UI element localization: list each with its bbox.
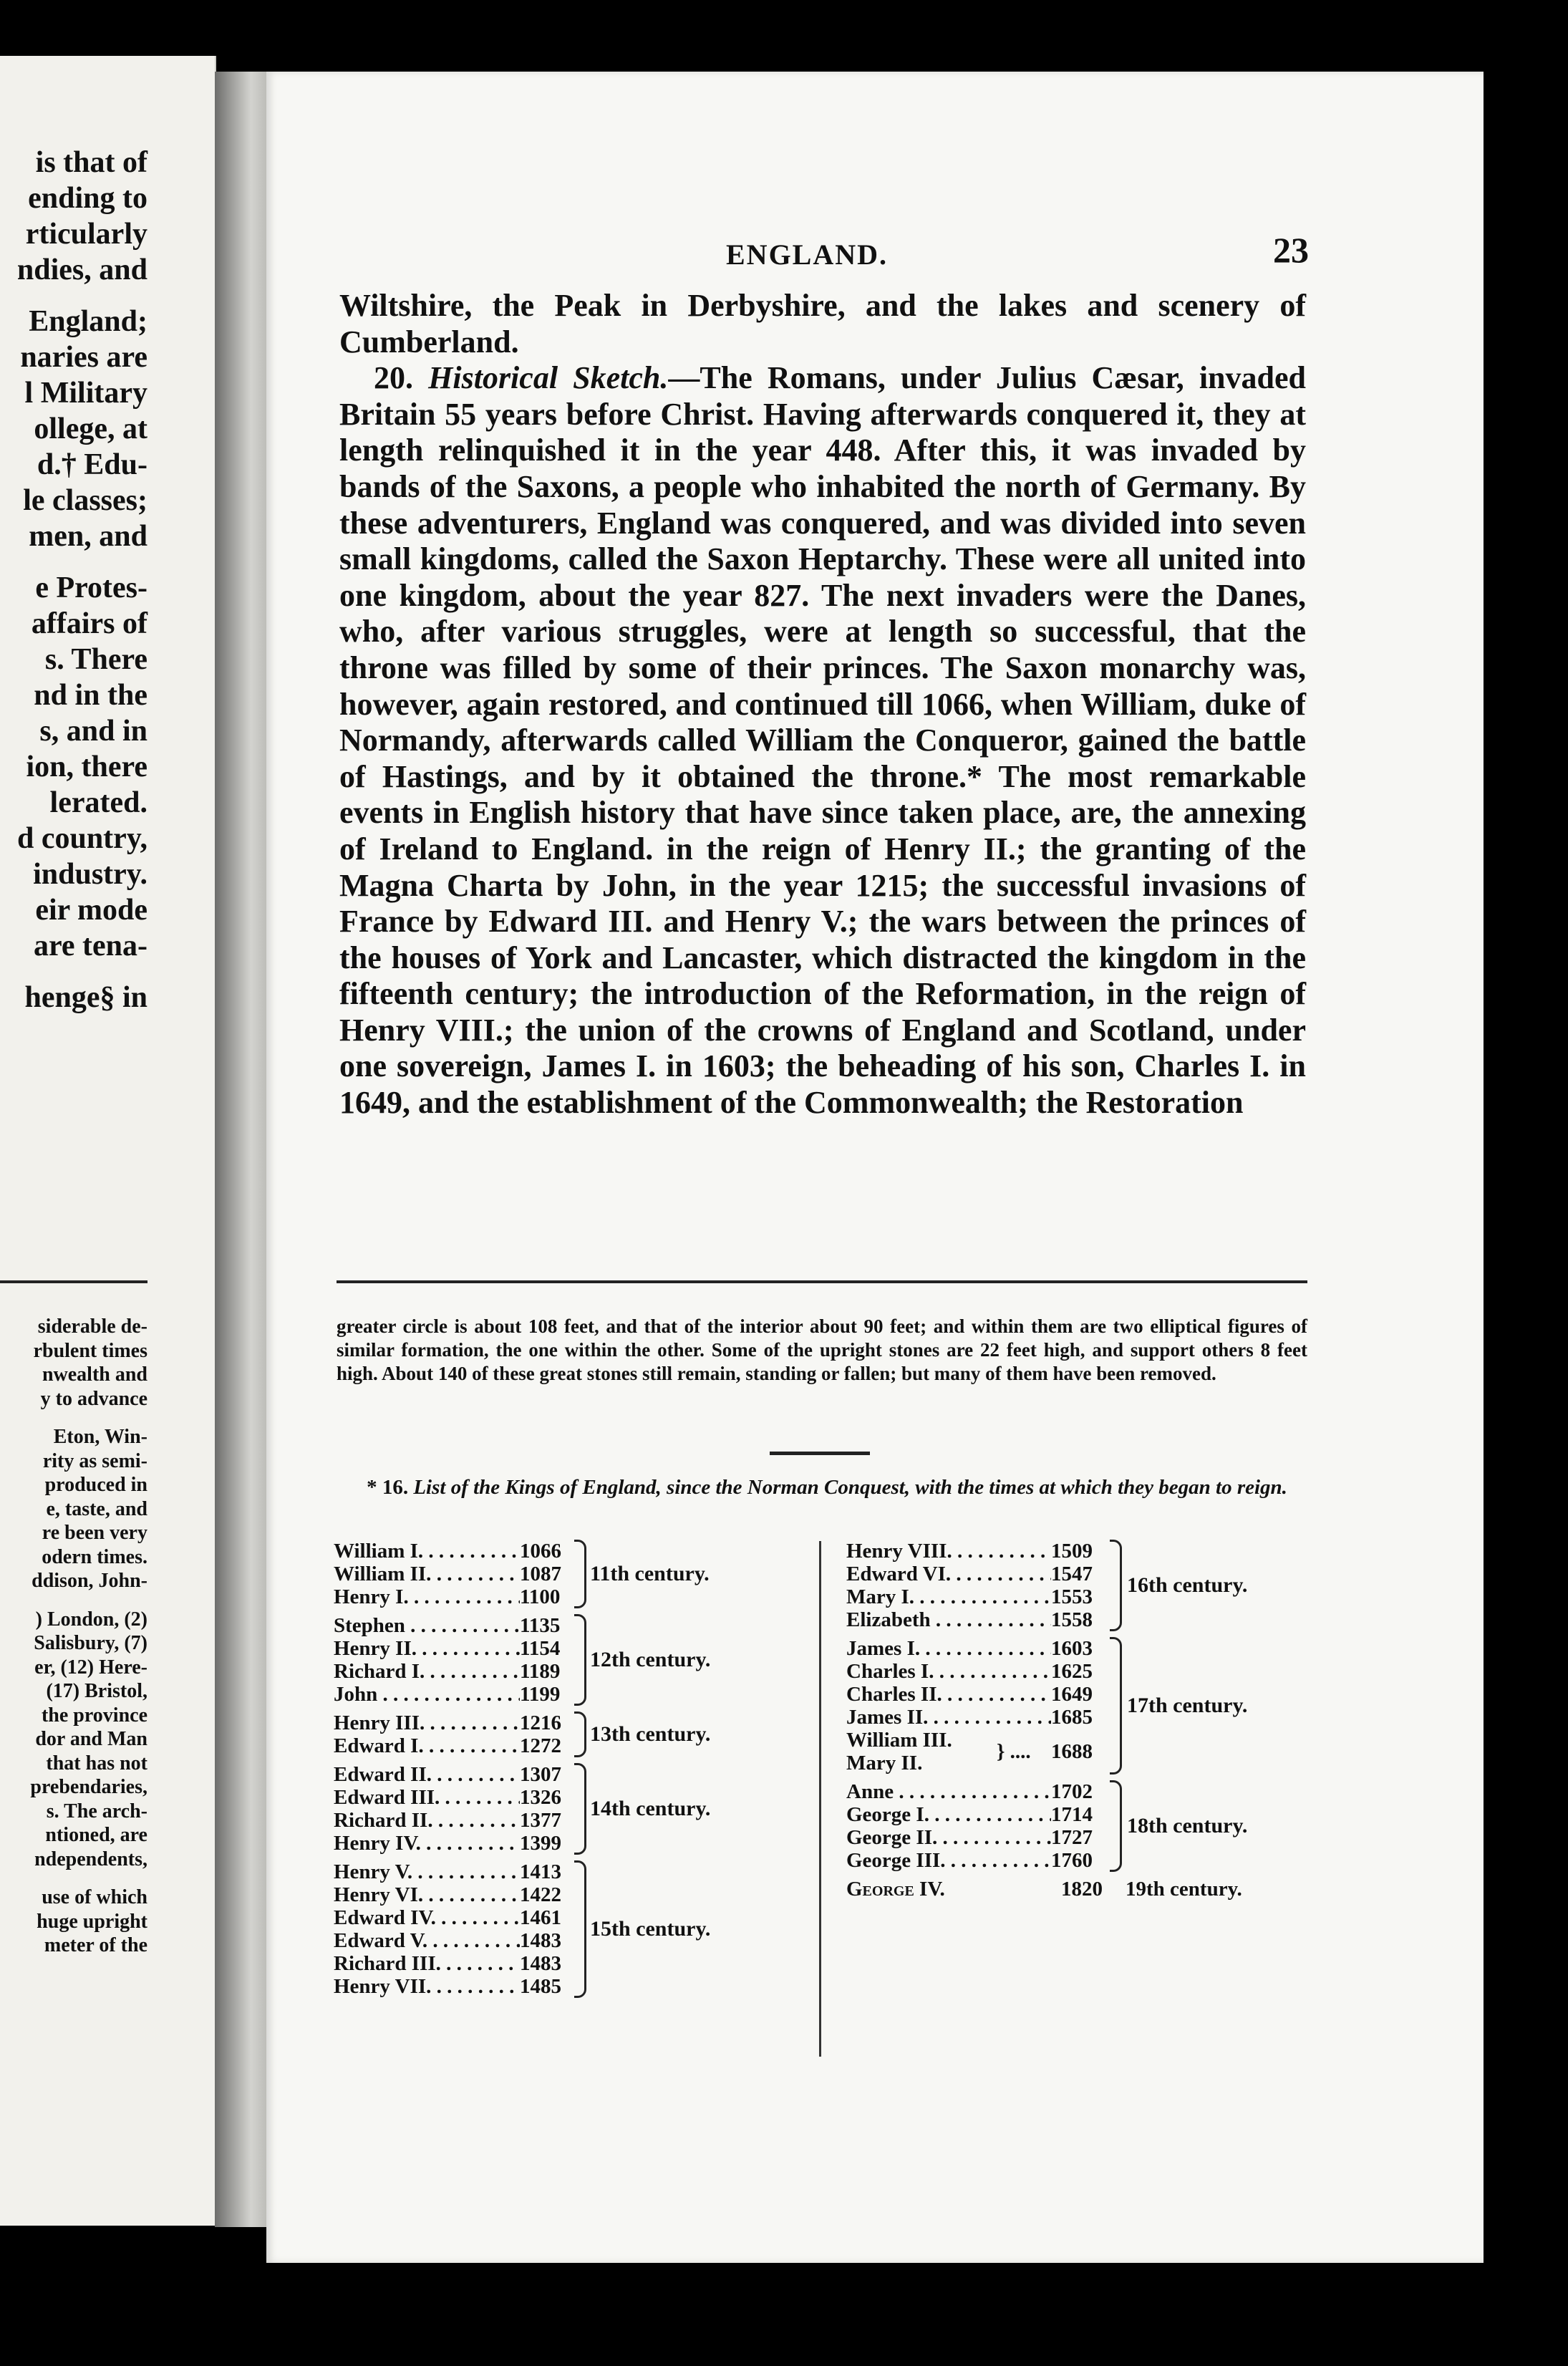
left-footnote-fragment: nwealth and [42, 1363, 147, 1386]
left-footnote-fragment: meter of the [44, 1934, 147, 1956]
century-brace [574, 1614, 586, 1706]
king-name: Henry VI. . . . [334, 1883, 520, 1906]
left-footnote-fragment: use of which [42, 1886, 147, 1908]
king-name: Henry IV. . . . [334, 1832, 520, 1855]
section-heading: Historical Sketch. [428, 360, 669, 396]
century-brace [574, 1711, 586, 1757]
king-year: 1154 [520, 1637, 561, 1660]
left-footnote-fragment: e, taste, and [46, 1497, 147, 1520]
century-brace [574, 1763, 586, 1855]
king-name: James II. . . . [846, 1706, 1051, 1729]
king-year: 1066 [520, 1540, 561, 1563]
column-divider [819, 1541, 821, 2057]
king-row [846, 1803, 1104, 1826]
left-footnote-fragment: ndependents, [34, 1848, 147, 1870]
century-label: 13th century. [590, 1722, 711, 1746]
century-brace [1110, 1780, 1122, 1872]
king-row [334, 1763, 570, 1786]
king-row [334, 1786, 570, 1809]
king-year: 1272 [520, 1734, 561, 1757]
king-year: 1649 [1051, 1683, 1093, 1706]
paragraph-19-end: Wiltshire, the Peak in Derbyshire, and the lakes and scenery of Cumberland. [339, 288, 1306, 359]
king-name: William II. . . . [334, 1563, 520, 1585]
king-name: George II. . . . [846, 1826, 1051, 1849]
king-year: 1413 [520, 1860, 561, 1883]
king-name: William I. . . . [334, 1540, 520, 1563]
left-page-fragment: s. There [44, 643, 147, 676]
king-row [334, 1614, 570, 1637]
king-name: George I. . . . [846, 1803, 1051, 1826]
king-year: 1685 [1051, 1706, 1093, 1729]
left-footnote-fragment: Salisbury, (7) [34, 1632, 147, 1654]
left-footnote-fragment: s. The arch- [46, 1800, 147, 1822]
king-name: Elizabeth . . . [846, 1608, 1051, 1631]
century-label: 16th century. [1127, 1573, 1248, 1597]
king-row [334, 1952, 570, 1975]
left-footnote-fragment: rbulent times [33, 1339, 147, 1362]
king-year: 1135 [520, 1614, 561, 1637]
left-footnote-rule [0, 1280, 147, 1283]
left-footnote-fragment: y to advance [40, 1387, 147, 1410]
king-year: 1216 [520, 1711, 561, 1734]
king-name: Henry VIII. . . . [846, 1540, 1051, 1563]
king-name: William III. [846, 1729, 952, 1752]
footnote-separator [770, 1452, 870, 1455]
king-row [846, 1683, 1104, 1706]
kings-list-left-column [334, 1540, 792, 2004]
footnote-marker: * 16. [367, 1476, 409, 1499]
king-row [334, 1975, 570, 1998]
king-name: Edward II. . . . [334, 1763, 520, 1786]
king-year: 1688 [1051, 1740, 1093, 1763]
king-row [334, 1883, 570, 1906]
king-name: Henry I. . . . [334, 1585, 520, 1608]
king-name: George IV. [846, 1878, 945, 1901]
king-year: 1326 [520, 1786, 561, 1809]
century-brace [1110, 1637, 1122, 1774]
book-gutter [215, 72, 266, 2227]
left-footnote-fragment: dor and Man [35, 1728, 147, 1750]
left-footnote-fragment: produced in [44, 1474, 147, 1496]
left-page-fragment: England; [29, 305, 147, 338]
paragraph-text: —The Romans, under Julius Cæsar, invaded Britain 55 years before Christ. Having afterwards conquered it, they at length relinquished it in the year 448. After this, it was invaded by bands of the Saxons, a people who inhabited the north of Germany. By these adventurers, England was conquered, and was divided into seven small kingdoms, called the Saxon Heptarchy. These were all united into one kingdom, about the year 827. The next invaders were the Danes, who, after various struggles, were at length so successful, that the throne was filled by some of their princes. The Saxon monarchy was, however, again restored, and continued till 1066, when William, duke of Normandy, afterwards called William the Conqueror, gained the battle of Hastings, and by it obtained the throne.* The most remarkable events in English history that have since taken place, are, the annexing of Ireland to England. in the reign of Henry II.; the granting of the Magna Charta by John, in the year 1215; the successful invasions of France by Edward III. and Henry V.; the wars between the princes of the houses of York and Lancaster, which distracted the kingdom in the fifteenth century; the introduction of the Reformation, in the reign of Henry VIII.; the union of the crowns of England and Scotland, under one sovereign, James I. in 1603; the beheading of his son, Charles I. in 1649, and the establishment of the Commonwealth; the Restoration [339, 360, 1306, 1121]
century-group [334, 1711, 792, 1757]
left-page-fragment: ndies, and [16, 254, 147, 286]
left-footnote-fragment: siderable de- [37, 1315, 147, 1338]
king-row [846, 1563, 1104, 1585]
left-page-fragment: d.† Edu- [37, 448, 147, 481]
left-page-fragment: e Protes- [35, 571, 147, 604]
king-year: 1485 [520, 1975, 561, 1998]
left-footnote-fragment: that has not [46, 1752, 147, 1774]
king-year: 1714 [1051, 1803, 1093, 1826]
left-page-fragment: is that of [35, 146, 147, 179]
king-year: 1727 [1051, 1826, 1093, 1849]
left-footnote-fragment: ) London, (2) [35, 1608, 147, 1631]
century-label: 18th century. [1127, 1814, 1248, 1838]
king-name: Henry III. . . . [334, 1711, 520, 1734]
left-footnote-fragment: re been very [42, 1522, 147, 1544]
left-page-fragment: rticularly [25, 218, 147, 251]
king-row [334, 1711, 570, 1734]
paragraph-20 [339, 360, 1306, 1121]
king-name: George III. . . . [846, 1849, 1051, 1872]
king-name: Mary I. . . . [846, 1585, 1051, 1608]
king-row [846, 1540, 1104, 1563]
king-name: Henry II. . . . [334, 1637, 520, 1660]
king-row [846, 1608, 1104, 1631]
king-row [846, 1706, 1104, 1729]
king-row [334, 1906, 570, 1929]
king-row [846, 1660, 1104, 1683]
left-page-fragment: ion, there [26, 750, 147, 783]
century-label: 15th century. [590, 1917, 711, 1941]
king-row [334, 1683, 570, 1706]
king-name: Mary II. [846, 1752, 923, 1774]
king-row [846, 1849, 1104, 1872]
left-footnote-fragment: the province [41, 1704, 147, 1727]
running-head: ENGLAND. [726, 238, 889, 271]
left-footnote-fragment: ntioned, are [45, 1824, 147, 1846]
king-row-joint [846, 1729, 1104, 1774]
joint-names [846, 1729, 997, 1774]
king-year: 1422 [520, 1883, 561, 1906]
century-brace [574, 1860, 586, 1998]
king-row [334, 1860, 570, 1883]
century-group [334, 1763, 792, 1855]
king-name: Charles I. . . . [846, 1660, 1051, 1683]
king-year: 1483 [520, 1929, 561, 1952]
king-year: 1399 [520, 1832, 561, 1855]
century-group-17 [846, 1637, 1319, 1774]
king-year: 1760 [1051, 1849, 1093, 1872]
left-page-fragment: lerated. [49, 786, 147, 819]
century-group [334, 1614, 792, 1706]
king-year: 1087 [520, 1563, 561, 1585]
left-page-fragment: industry. [33, 858, 147, 891]
main-text [339, 288, 1306, 1121]
king-year: 1702 [1051, 1780, 1093, 1803]
left-page-fragment: naries are [20, 341, 147, 374]
king-row [846, 1585, 1104, 1608]
kings-list-heading: List of the Kings of England, since the Norman Conquest, with the times at which they began to reign. [413, 1476, 1287, 1499]
king-name: Edward III. . . . [334, 1786, 520, 1809]
left-page-fragment: s, and in [39, 715, 147, 748]
king-name: Edward VI. . . . [846, 1563, 1051, 1585]
king-year: 1307 [520, 1763, 561, 1786]
king-year: 1625 [1051, 1660, 1093, 1683]
king-row [334, 1809, 570, 1832]
joint-brace: } .... [997, 1740, 1031, 1763]
king-row [334, 1929, 570, 1952]
century-brace [574, 1540, 586, 1608]
left-page-fragment: are tena- [34, 930, 147, 962]
king-row [334, 1563, 570, 1585]
left-page-fragment: eir mode [35, 894, 147, 927]
left-footnote-fragment: rity as semi- [42, 1449, 147, 1472]
century-group-18 [846, 1780, 1319, 1872]
king-name: Richard III. . . . [334, 1952, 520, 1975]
king-year: 1547 [1051, 1563, 1093, 1585]
king-name: Henry V. . . . [334, 1860, 520, 1883]
left-footnote-fragment: huge upright [37, 1910, 147, 1933]
left-footnote-fragment: er, (12) Here- [34, 1656, 147, 1679]
king-row [846, 1826, 1104, 1849]
paragraph-number: 20. [374, 360, 413, 396]
king-row [334, 1660, 570, 1683]
king-row [846, 1637, 1104, 1660]
left-footnote-fragment: odern times. [42, 1545, 147, 1568]
left-page-fragment: ending to [28, 182, 147, 215]
century-group [334, 1540, 792, 1608]
century-brace [1110, 1540, 1122, 1631]
left-page-fragment: le classes; [23, 484, 147, 517]
king-year: 1820 [1061, 1878, 1103, 1901]
king-year: 1199 [520, 1683, 561, 1706]
page-number: 23 [1273, 230, 1309, 270]
king-row [334, 1585, 570, 1608]
king-year: 1553 [1051, 1585, 1093, 1608]
king-year: 1603 [1051, 1637, 1093, 1660]
left-page-fragment: affairs of [31, 607, 147, 640]
king-name: Richard I. . . . [334, 1660, 520, 1683]
king-year: 1483 [520, 1952, 561, 1975]
left-page-fragment: l Military [24, 377, 147, 410]
left-footnote-fragment: ddison, John- [32, 1570, 147, 1592]
king-name: Charles II. . . . [846, 1683, 1051, 1706]
left-page-fragment: men, and [29, 520, 147, 553]
century-group-16 [846, 1540, 1319, 1631]
footnote-continuation: greater circle is about 108 feet, and that of the interior about 90 feet; and within them are two elliptical figures of similar formation, the one within the other. Some of the upright stones are 22 feet high, and support others 8 feet high. About 140 of these great stones still remain, standing or fallen; but many of them have been removed. [337, 1315, 1307, 1384]
footnote-rule [337, 1280, 1307, 1283]
king-name: Richard II. . . . [334, 1809, 520, 1832]
century-label: 19th century. [1126, 1878, 1242, 1901]
left-footnote-fragment: prebendaries, [30, 1776, 147, 1798]
king-year: 1558 [1051, 1608, 1093, 1631]
king-row [334, 1637, 570, 1660]
king-name: Edward I. . . . [334, 1734, 520, 1757]
king-name: James I. . . . [846, 1637, 1051, 1660]
king-name: Edward IV. . . . [334, 1906, 520, 1929]
king-name: John . . . [334, 1683, 520, 1706]
king-name: Stephen . . . [334, 1614, 520, 1637]
century-label: 17th century. [1127, 1694, 1248, 1717]
left-footnote-fragment: Eton, Win- [53, 1426, 147, 1448]
left-page-fragment: nd in the [34, 679, 147, 712]
king-year: 1100 [520, 1585, 561, 1608]
king-row [334, 1540, 570, 1563]
century-label: 12th century. [590, 1648, 711, 1671]
king-year: 1189 [520, 1660, 561, 1683]
kings-list-right-column [846, 1540, 1319, 1901]
king-name: Edward V. . . . [334, 1929, 520, 1952]
king-row [334, 1832, 570, 1855]
left-facing-page [0, 56, 216, 2226]
king-name: Henry VII. . . . [334, 1975, 520, 1998]
king-year: 1509 [1051, 1540, 1093, 1563]
left-page-fragment: d country, [16, 822, 147, 855]
king-year: 1377 [520, 1809, 561, 1832]
king-row [334, 1734, 570, 1757]
left-page-fragment: henge§ in [24, 981, 147, 1014]
century-group-19 [846, 1878, 1319, 1901]
century-label: 11th century. [590, 1562, 710, 1585]
left-footnote-fragment: (17) Bristol, [46, 1680, 147, 1702]
king-year: 1461 [520, 1906, 561, 1929]
king-row [846, 1780, 1104, 1803]
left-page-fragment: ollege, at [34, 412, 147, 445]
king-name: Anne . . . [846, 1780, 1051, 1803]
century-label: 14th century. [590, 1797, 711, 1820]
century-group [334, 1860, 792, 1998]
kings-list-title [351, 1475, 1303, 1500]
